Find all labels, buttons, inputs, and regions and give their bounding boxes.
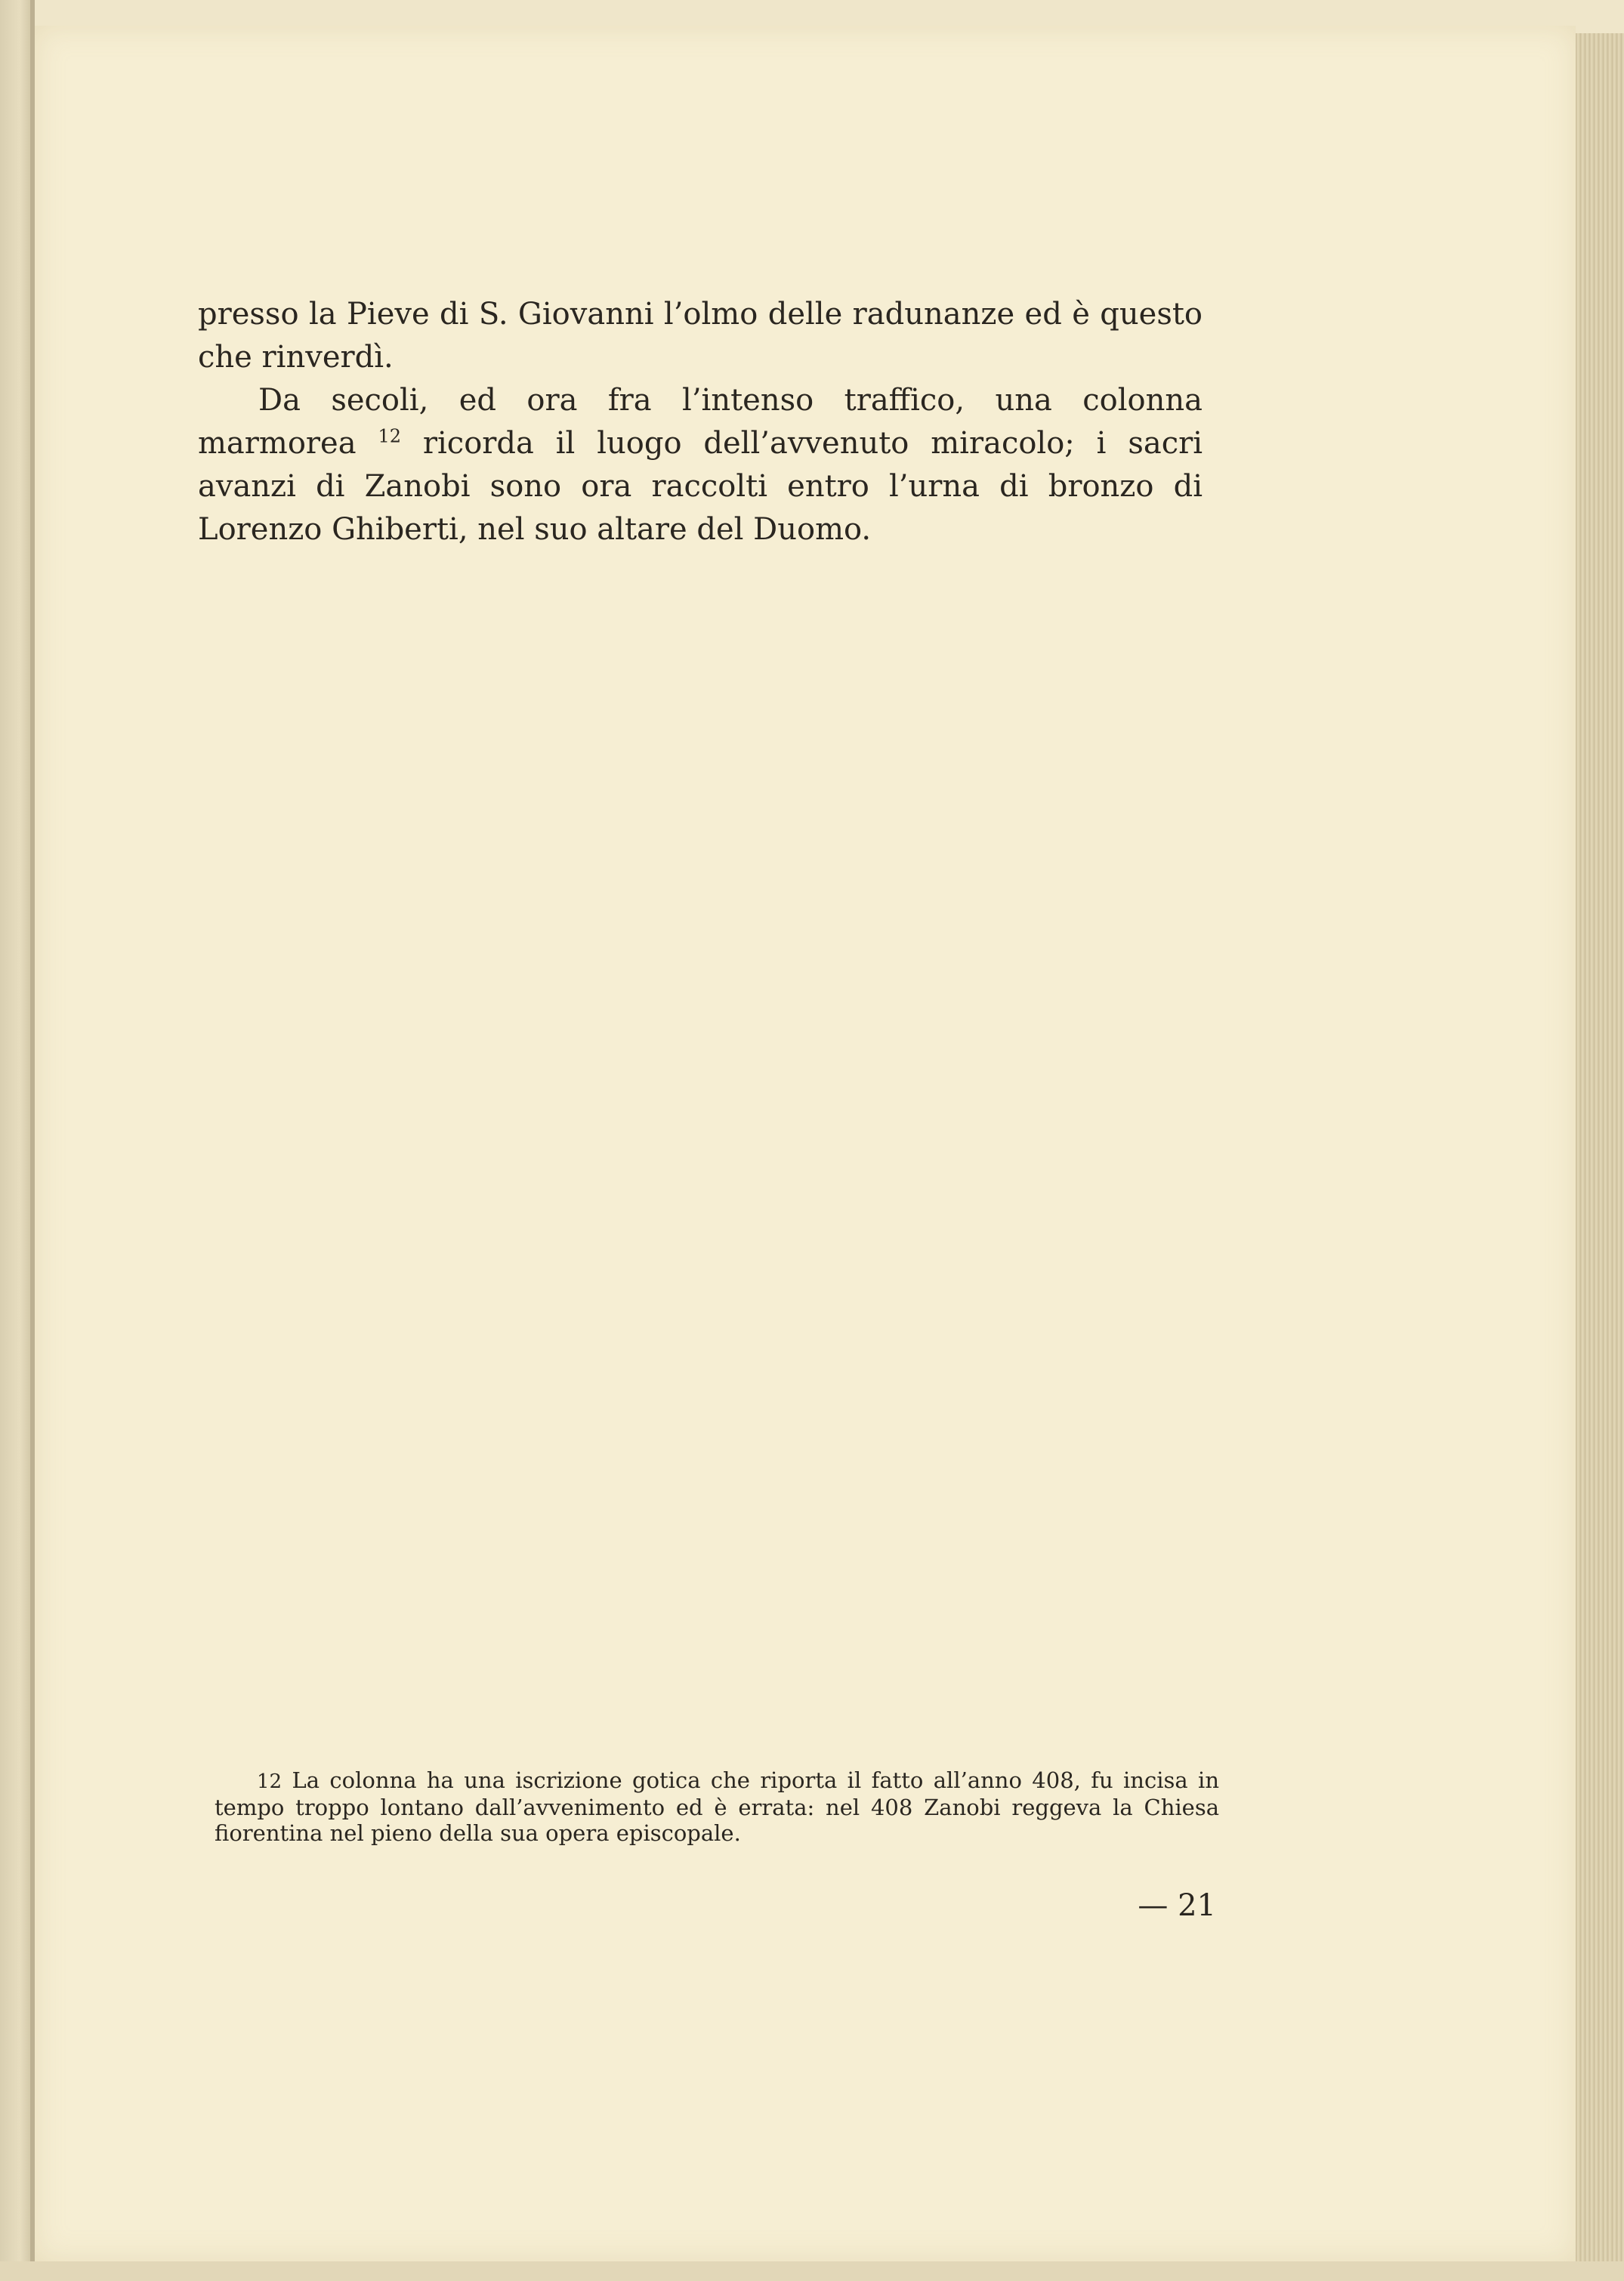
left-page-edge bbox=[0, 0, 33, 2281]
paragraph-2 bbox=[198, 379, 1203, 551]
page-stack-edge bbox=[1576, 33, 1624, 2269]
paragraph-2-text-start: Da secoli, ed ora fra l’intenso traffico, una colonna marmorea bbox=[198, 383, 1203, 461]
page-number: — 21 bbox=[1138, 1888, 1216, 1923]
bottom-edge bbox=[0, 2261, 1624, 2281]
footnote bbox=[215, 1767, 1219, 1846]
paragraph-2-text-end: ricorda il luogo dell’avvenuto miracolo; i sacri avanzi di Zanobi sono ora raccolti entro l’urna di bronzo di Lorenzo Ghiberti, nel suo altare del Duomo. bbox=[198, 426, 1203, 547]
body-text bbox=[198, 293, 1203, 551]
footnote-reference: 12 bbox=[378, 425, 401, 447]
footnote-text: La colonna ha una iscrizione gotica che riporta il fatto all’anno 408, fu incisa in tempo troppo lontano dall’avvenimento ed è errata: nel 408 Zanobi reggeva la Chiesa fiorentina nel pieno della sua opera episcopale. bbox=[215, 1767, 1220, 1846]
footnote-paragraph bbox=[215, 1767, 1219, 1846]
paragraph-1: presso la Pieve di S. Giovanni l’olmo delle radunanze ed è questo che rinverdì. bbox=[198, 297, 1203, 375]
footnote-number: 12 bbox=[257, 1770, 283, 1793]
